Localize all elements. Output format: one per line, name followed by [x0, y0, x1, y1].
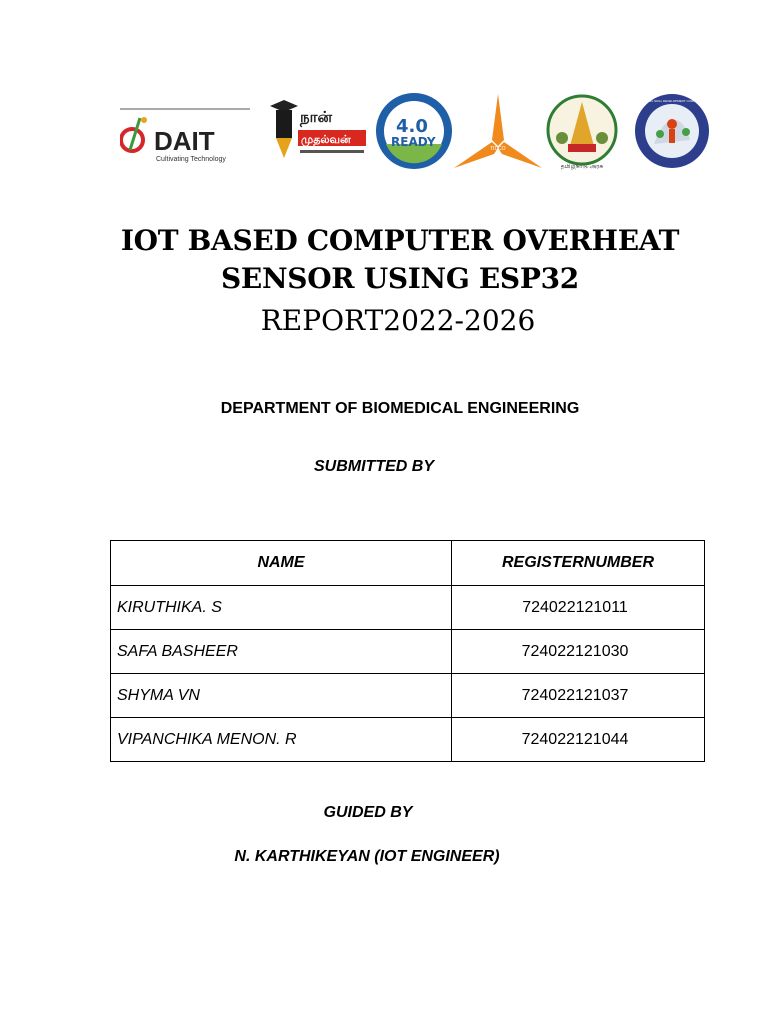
- skill-text: TAMIL NADU SKILL DEVELOPMENT CORPORATION: [635, 99, 709, 103]
- register-number: 724022121030: [452, 630, 705, 674]
- student-name: VIPANCHIKA MENON. R: [111, 718, 452, 762]
- header-register-number: REGISTERNUMBER: [452, 541, 705, 586]
- dait-tagline: Cultivating Technology: [156, 156, 226, 163]
- table-row: [111, 718, 705, 762]
- tn-text: தமிழ்நாடு அரசு: [560, 163, 604, 170]
- guide-name: N. KARTHIKEYAN (IOT ENGINEER): [234, 848, 500, 865]
- report-subtitle: REPORT2022-2026: [260, 304, 536, 337]
- ready-word: READY: [391, 135, 436, 149]
- register-number: 724022121011: [452, 586, 705, 630]
- student-name: KIRUTHIKA. S: [111, 586, 452, 630]
- naan-mudhalvan-logo: [266, 96, 368, 168]
- register-number: 724022121037: [452, 674, 705, 718]
- table-row: [111, 674, 705, 718]
- submitted-by-heading: SUBMITTED BY: [314, 458, 434, 475]
- table-row: [111, 586, 705, 630]
- tidco-logo: [454, 94, 542, 170]
- naan-text: நான்: [300, 108, 333, 126]
- skill-development-logo: [632, 92, 712, 170]
- tamil-nadu-govt-emblem: [540, 94, 624, 170]
- register-number: 724022121044: [452, 718, 705, 762]
- ready-number: 4.0: [396, 116, 428, 137]
- table-header-row: [111, 541, 705, 586]
- student-table: [110, 540, 705, 762]
- industry-4-ready-logo: [372, 92, 456, 170]
- dait-logo: [120, 106, 255, 164]
- dait-text: DAIT: [154, 126, 215, 156]
- mudhalvan-text: முதல்வன்: [301, 133, 351, 146]
- department-heading: DEPARTMENT OF BIOMEDICAL ENGINEERING: [220, 400, 580, 417]
- title-line-1: IOT BASED COMPUTER OVERHEAT: [120, 224, 680, 257]
- report-title: [0, 222, 768, 298]
- guided-by-heading: GUIDED BY: [323, 804, 413, 821]
- table-row: [111, 630, 705, 674]
- student-name: SAFA BASHEER: [111, 630, 452, 674]
- tidco-text: TIDCO: [490, 146, 506, 152]
- header-name: NAME: [111, 541, 452, 586]
- title-line-2: SENSOR USING ESP32: [221, 262, 579, 295]
- logo-strip: [120, 92, 720, 172]
- student-name: SHYMA VN: [111, 674, 452, 718]
